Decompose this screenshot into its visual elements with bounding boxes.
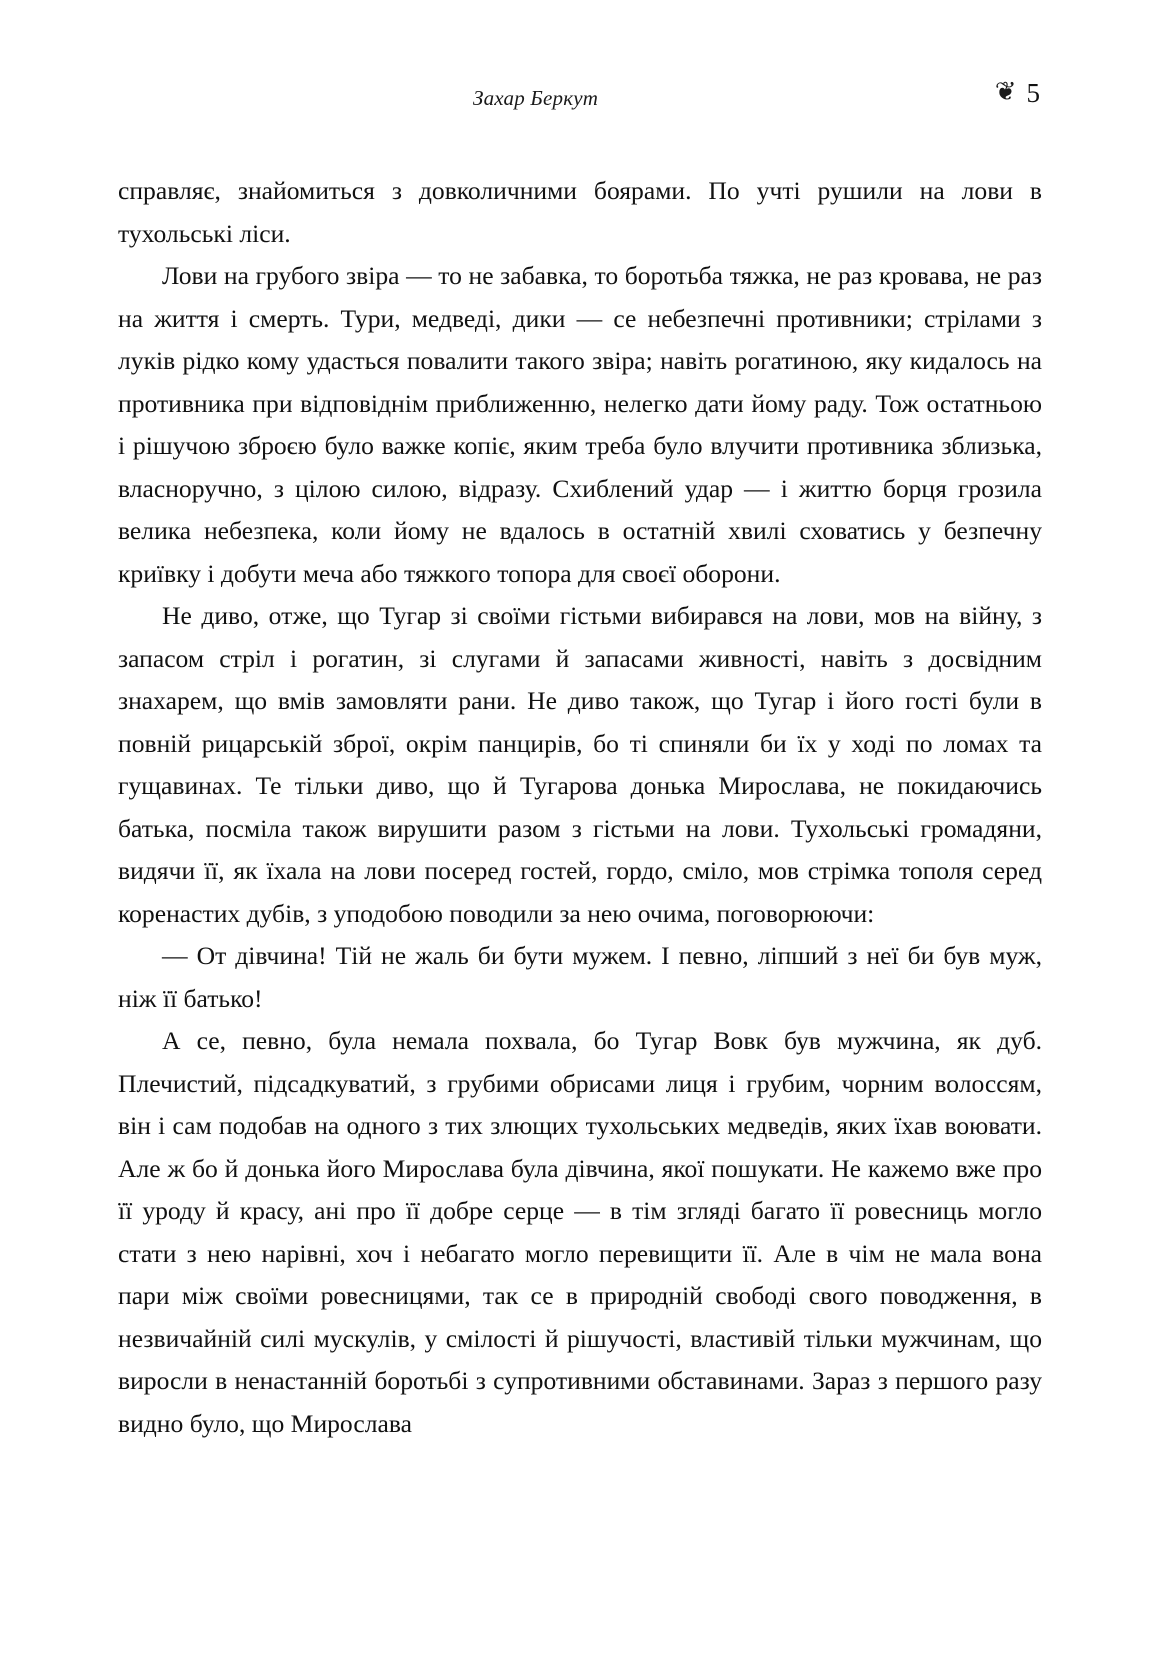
page-number: 5 <box>1026 78 1040 108</box>
paragraph: справляє, знайомиться з довколичними боярами. По учті рушили на лови в тухольські ліси. <box>118 176 1042 248</box>
paragraph: Не диво, отже, що Тугар зі своїми гістьми вибирався на лови, мов на війну, з запасом стріл і рогатин, зі слугами й запасами живності, навіть з досвідним знахарем, що вмів замовляти рани. Не диво також, що Тугар і його гості були в повній рицарській зброї, окрім панцирів, бо ті спиняли би їх у ході по ломах та гущавинах. Те тільки диво, що й Тугарова донька Мирослава, не покидаючись батька, посміла також вирушити разом з гістьми на лови. Тухольські громадяни, видячи її, як їхала на лови посеред гостей, гордо, сміло, мов стрімка тополя серед коренастих дубів, з уподобою поводили за нею очима, поговорюючи: <box>118 601 1042 928</box>
page-header-right <box>994 77 1040 108</box>
paragraph: — От дівчина! Тій не жаль би бути мужем. І певно, ліпший з неї би був муж, ніж її батько! <box>118 941 1042 1013</box>
running-title: Захар Беркут <box>473 86 599 110</box>
page-body <box>118 170 1042 1445</box>
paragraph: А се, певно, була немала похвала, бо Тугар Вовк був мужчина, як дуб. Плечистий, підсадкуватий, з грубими обрисами лиця і грубим, чорним волоссям, він і сам подобав на одного з тих злющих тухольських медведів, яких їхав воювати. Але ж бо й донька його Мирослава була дівчина, якої пошукати. Не кажемо вже про її уроду й красу, ані про її добре серце — в тім згляді багато її ровесниць могло стати з нею нарівні, хоч і небагато могло перевищити її. Але в чім не мала вона пари між своїми ровесницями, так се в природній свободі свого поводження, в незвичайній силі мускулів, у смілості й рішучості, властивій тільки мужчинам, що виросли в ненастанній боротьбі з супротивними обставинами. Зараз з першого разу видно було, що Мирослава <box>118 1026 1042 1438</box>
paragraph: Лови на грубого звіра — то не забавка, то боротьба тяжка, не раз кровава, не раз на життя і смерть. Тури, медведі, дики — се небезпечні противники; стрілами з луків рідко кому удасться повалити такого звіра; навіть рогатиною, яку кидалось на противника при відповіднім приближенню, нелегко дати йому раду. Тож остатньою і рішучою зброєю було важке копіє, яким треба було влучити противника зблизька, власноручно, з цілою силою, відразу. Схиблений удар — і життю борця грозила велика небезпека, коли йому не вдалось в остатній хвилі сховатись у безпечну криївку і добути меча або тяжкого топора для своєї оборони. <box>118 261 1042 588</box>
page-header <box>118 77 1040 126</box>
leaf-flourish-ornament-icon: ❦ <box>994 77 1017 106</box>
